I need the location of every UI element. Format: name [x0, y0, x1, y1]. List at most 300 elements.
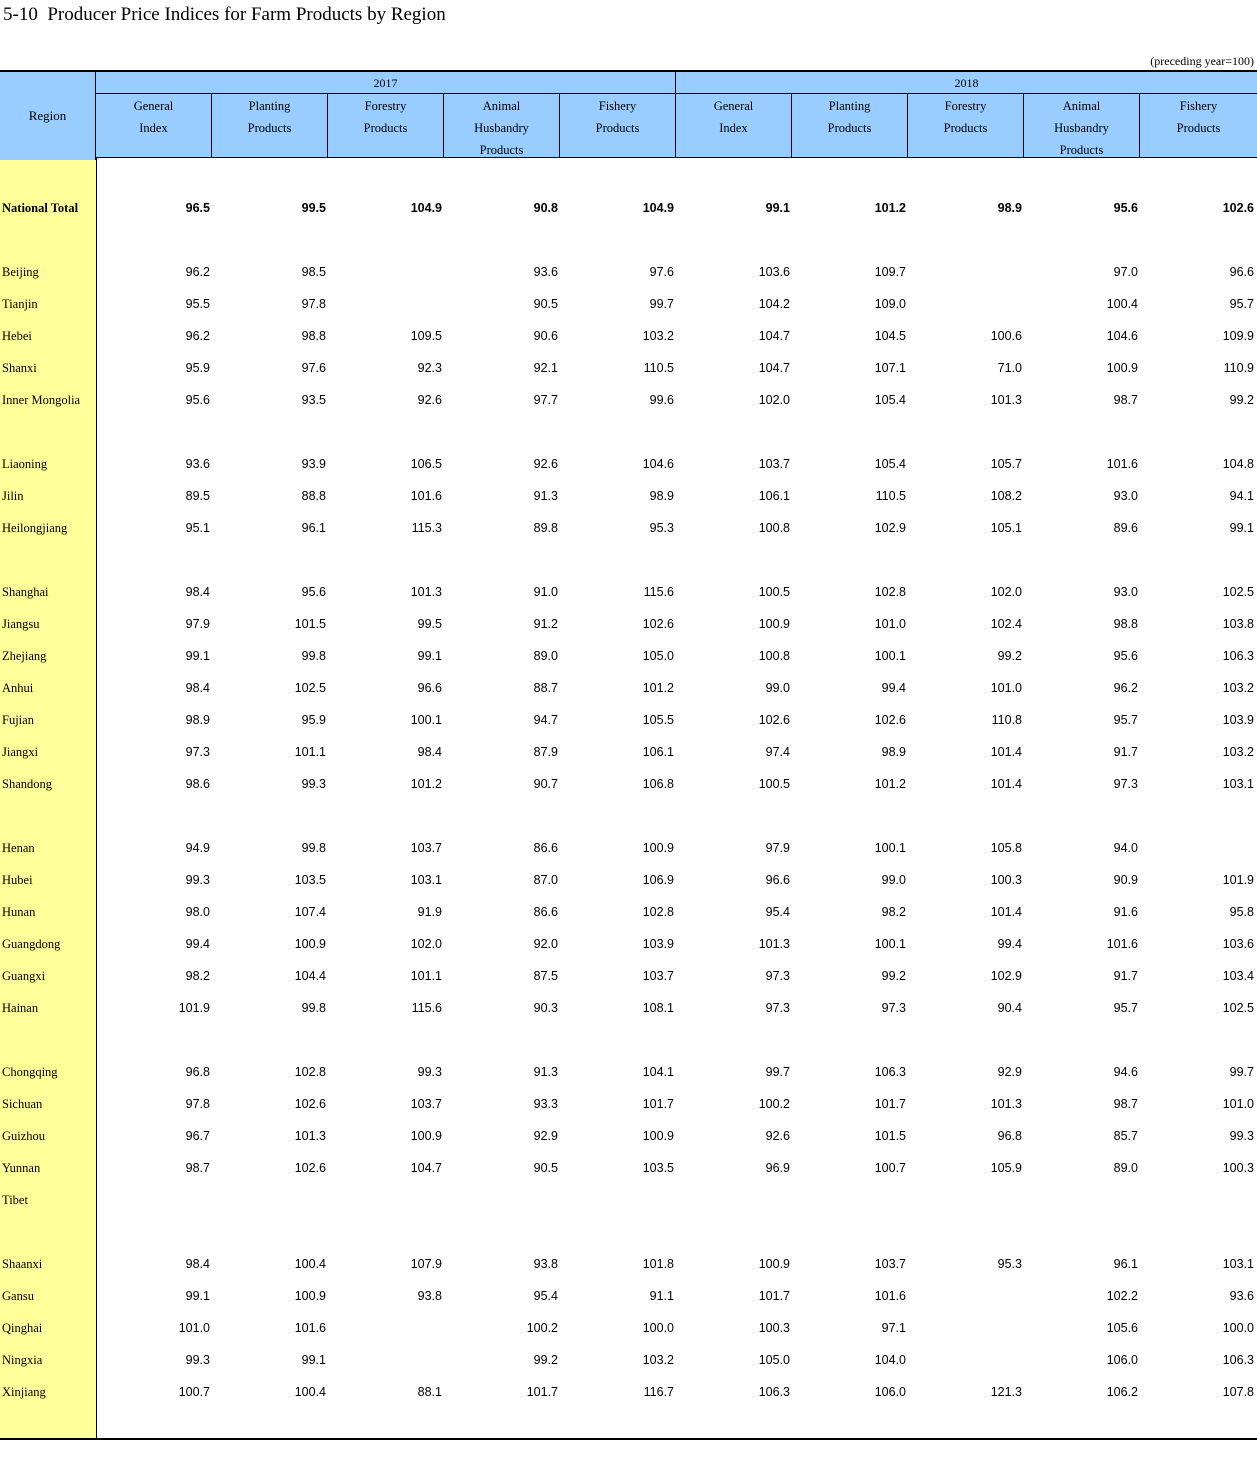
table-cell: 98.4 — [185, 1257, 210, 1271]
table-cell: 101.4 — [990, 745, 1022, 759]
table-cell: 88.8 — [301, 489, 326, 503]
table-cell: 91.1 — [649, 1289, 674, 1303]
table-cell: 104.6 — [1106, 329, 1138, 343]
table-cell: 93.6 — [533, 265, 558, 279]
table-row — [0, 640, 1257, 672]
table-cell: 101.3 — [410, 585, 442, 599]
table-row — [0, 512, 1257, 544]
table-row — [0, 480, 1257, 512]
column-header: General Index — [96, 94, 212, 158]
table-row — [0, 1376, 1257, 1408]
table-cell: 106.3 — [1222, 649, 1254, 663]
table-cell: 98.0 — [185, 905, 210, 919]
column-header: Planting Products — [212, 94, 328, 158]
region-name: Chongqing — [2, 1065, 58, 1079]
table-cell: 105.5 — [642, 713, 674, 727]
region-name: Gansu — [2, 1289, 34, 1303]
table-cell: 100.0 — [1222, 1321, 1254, 1335]
table-cell: 99.8 — [301, 841, 326, 855]
table-cell: 94.6 — [1113, 1065, 1138, 1079]
table-cell: 96.1 — [1113, 1257, 1138, 1271]
table-row — [0, 448, 1257, 480]
column-header: Animal Husbandry Products — [444, 94, 560, 158]
table-cell: 101.2 — [874, 777, 906, 791]
table-cell: 100.5 — [758, 777, 790, 791]
table-cell: 99.3 — [185, 873, 210, 887]
table-cell: 96.2 — [185, 265, 210, 279]
column-header: Animal Husbandry Products — [1024, 94, 1140, 158]
table-cell: 103.1 — [410, 873, 442, 887]
table-cell: 101.0 — [874, 617, 906, 631]
table-cell: 90.3 — [533, 1001, 558, 1015]
table-cell: 92.6 — [765, 1129, 790, 1143]
table-cell: 91.3 — [533, 1065, 558, 1079]
table-cell: 99.1 — [301, 1353, 326, 1367]
table-cell: 107.4 — [294, 905, 326, 919]
table-cell: 97.3 — [1113, 777, 1138, 791]
table-row — [0, 256, 1257, 288]
table-cell: 99.2 — [533, 1353, 558, 1367]
table-cell: 103.7 — [410, 1097, 442, 1111]
region-header: Region — [0, 72, 96, 160]
table-cell: 99.3 — [185, 1353, 210, 1367]
table-cell: 102.8 — [874, 585, 906, 599]
table-cell: 100.4 — [1106, 297, 1138, 311]
table-cell: 93.6 — [185, 457, 210, 471]
table-cell: 99.8 — [301, 1001, 326, 1015]
table-cell: 104.0 — [874, 1353, 906, 1367]
table-cell: 96.1 — [301, 521, 326, 535]
table-cell: 99.7 — [1229, 1065, 1254, 1079]
table-cell: 101.0 — [1222, 1097, 1254, 1111]
table-cell: 99.4 — [881, 681, 906, 695]
table-cell: 102.8 — [642, 905, 674, 919]
table-cell: 91.2 — [533, 617, 558, 631]
table-cell: 91.7 — [1113, 745, 1138, 759]
table-cell: 104.7 — [410, 1161, 442, 1175]
table-cell: 104.2 — [758, 297, 790, 311]
table-row — [0, 1312, 1257, 1344]
table-cell: 98.4 — [185, 681, 210, 695]
table-cell: 101.6 — [1106, 937, 1138, 951]
table-cell: 101.4 — [990, 905, 1022, 919]
table-cell: 98.6 — [185, 777, 210, 791]
table-cell: 97.8 — [301, 297, 326, 311]
table-cell: 91.7 — [1113, 969, 1138, 983]
table-row — [0, 352, 1257, 384]
table-cell: 92.6 — [533, 457, 558, 471]
year-header-2018: 2018 — [676, 72, 1257, 94]
region-name: Sichuan — [2, 1097, 43, 1111]
table-cell: 91.0 — [533, 585, 558, 599]
table-row — [0, 1280, 1257, 1312]
table-row — [0, 992, 1257, 1024]
table-cell: 102.6 — [642, 617, 674, 631]
table-cell: 106.5 — [410, 457, 442, 471]
table-cell: 85.7 — [1113, 1129, 1138, 1143]
table-cell: 103.9 — [642, 937, 674, 951]
table-cell: 102.5 — [294, 681, 326, 695]
table-cell: 94.9 — [185, 841, 210, 855]
table-cell: 104.5 — [874, 329, 906, 343]
table-row — [0, 896, 1257, 928]
table-cell: 96.2 — [185, 329, 210, 343]
region-name: Guizhou — [2, 1129, 46, 1143]
table-cell: 102.5 — [1222, 1001, 1254, 1015]
table-cell: 103.7 — [874, 1257, 906, 1271]
table-row — [0, 768, 1257, 800]
table-cell: 95.8 — [1229, 905, 1254, 919]
table-cell: 95.9 — [301, 713, 326, 727]
table-cell: 104.9 — [410, 201, 442, 215]
table-cell: 101.9 — [178, 1001, 210, 1015]
table-cell: 94.0 — [1113, 841, 1138, 855]
table-cell: 100.1 — [874, 649, 906, 663]
table-row — [0, 320, 1257, 352]
table-cell: 99.1 — [765, 201, 790, 215]
table-row — [0, 576, 1257, 608]
table-cell: 101.8 — [642, 1257, 674, 1271]
region-name: National Total — [2, 201, 79, 215]
table-cell: 100.2 — [758, 1097, 790, 1111]
table-cell: 102.6 — [874, 713, 906, 727]
table-cell: 99.5 — [417, 617, 442, 631]
table-cell: 107.8 — [1222, 1385, 1254, 1399]
table-cell: 102.0 — [990, 585, 1022, 599]
table-cell: 99.8 — [301, 649, 326, 663]
table-cell: 106.3 — [1222, 1353, 1254, 1367]
table-header — [0, 70, 1257, 158]
table-cell: 95.7 — [1229, 297, 1254, 311]
table-cell: 100.9 — [642, 841, 674, 855]
table-cell: 97.3 — [881, 1001, 906, 1015]
table-cell: 90.4 — [997, 1001, 1022, 1015]
table-cell: 95.5 — [185, 297, 210, 311]
table-cell: 106.3 — [874, 1065, 906, 1079]
table-cell: 110.8 — [991, 713, 1022, 727]
table-cell: 95.3 — [997, 1257, 1022, 1271]
region-name: Fujian — [2, 713, 34, 727]
table-cell: 103.8 — [1222, 617, 1254, 631]
table-cell: 106.8 — [642, 777, 674, 791]
table-cell: 103.6 — [1222, 937, 1254, 951]
table-cell: 91.9 — [417, 905, 442, 919]
table-cell: 107.9 — [410, 1257, 442, 1271]
table-cell: 105.7 — [990, 457, 1022, 471]
table-row — [0, 832, 1257, 864]
column-header: Fishery Products — [560, 94, 676, 158]
table-cell: 96.6 — [765, 873, 790, 887]
table-cell: 115.3 — [411, 521, 442, 535]
table-cell: 92.9 — [997, 1065, 1022, 1079]
table-cell: 97.9 — [765, 841, 790, 855]
region-name: Tianjin — [2, 297, 38, 311]
table-row — [0, 960, 1257, 992]
table-cell: 99.2 — [1229, 393, 1254, 407]
table-row — [0, 1088, 1257, 1120]
table-cell: 102.6 — [294, 1161, 326, 1175]
table-cell: 109.0 — [874, 297, 906, 311]
table-cell: 95.6 — [1113, 649, 1138, 663]
table-cell: 93.3 — [533, 1097, 558, 1111]
region-name: Hainan — [2, 1001, 39, 1015]
table-cell: 105.8 — [990, 841, 1022, 855]
table-cell: 101.2 — [642, 681, 674, 695]
table-cell: 98.4 — [417, 745, 442, 759]
table-cell: 95.1 — [185, 521, 210, 535]
table-cell: 99.3 — [301, 777, 326, 791]
table-cell: 100.8 — [758, 649, 790, 663]
region-name: Xinjiang — [2, 1385, 46, 1399]
table-row — [0, 1056, 1257, 1088]
region-name: Hebei — [2, 329, 32, 343]
table-cell: 103.2 — [642, 329, 674, 343]
table-cell: 90.5 — [533, 1161, 558, 1175]
table-cell: 102.9 — [874, 521, 906, 535]
table-cell: 100.8 — [758, 521, 790, 535]
table-cell: 104.7 — [758, 329, 790, 343]
region-name: Inner Mongolia — [2, 393, 81, 407]
table-cell: 95.9 — [185, 361, 210, 375]
table-cell: 100.6 — [990, 329, 1022, 343]
table-cell: 95.4 — [533, 1289, 558, 1303]
table-cell: 100.9 — [642, 1129, 674, 1143]
region-name: Zhejiang — [2, 649, 47, 663]
region-name: Beijing — [2, 265, 39, 279]
table-cell: 92.1 — [533, 361, 558, 375]
region-name: Jiangsu — [2, 617, 40, 631]
table-cell: 100.9 — [758, 617, 790, 631]
table-cell: 104.1 — [642, 1065, 674, 1079]
table-cell: 100.4 — [294, 1385, 326, 1399]
table-cell: 105.9 — [990, 1161, 1022, 1175]
table-row — [0, 288, 1257, 320]
table-row — [0, 192, 1257, 224]
table-cell: 98.8 — [1113, 617, 1138, 631]
table-cell: 97.3 — [765, 969, 790, 983]
table-cell: 105.6 — [1106, 1321, 1138, 1335]
region-name: Anhui — [2, 681, 34, 695]
table-cell: 102.4 — [990, 617, 1022, 631]
table-cell: 98.8 — [301, 329, 326, 343]
table-cell: 97.0 — [1113, 265, 1138, 279]
table-row — [0, 704, 1257, 736]
table-cell: 93.8 — [533, 1257, 558, 1271]
table-cell: 99.2 — [881, 969, 906, 983]
table-cell: 102.8 — [294, 1065, 326, 1079]
table-cell: 96.2 — [1113, 681, 1138, 695]
price-index-table — [0, 70, 1257, 1440]
table-cell: 101.6 — [410, 489, 442, 503]
table-cell: 97.6 — [301, 361, 326, 375]
table-cell: 102.2 — [1106, 1289, 1138, 1303]
table-cell: 103.1 — [1222, 1257, 1254, 1271]
table-cell: 101.1 — [410, 969, 442, 983]
table-cell: 95.6 — [185, 393, 210, 407]
table-cell: 90.6 — [533, 329, 558, 343]
table-cell: 103.5 — [294, 873, 326, 887]
table-cell: 99.7 — [649, 297, 674, 311]
table-cell: 100.3 — [990, 873, 1022, 887]
table-cell: 101.3 — [990, 393, 1022, 407]
table-cell: 100.1 — [410, 713, 442, 727]
table-cell: 88.1 — [417, 1385, 442, 1399]
table-cell: 90.8 — [533, 201, 558, 215]
table-cell: 98.9 — [881, 745, 906, 759]
table-cell: 101.6 — [294, 1321, 326, 1335]
table-cell: 87.0 — [533, 873, 558, 887]
table-cell: 94.7 — [533, 713, 558, 727]
table-row — [0, 1344, 1257, 1376]
table-cell: 103.9 — [1222, 713, 1254, 727]
region-name: Hubei — [2, 873, 33, 887]
table-cell: 101.9 — [1222, 873, 1254, 887]
table-cell: 97.1 — [881, 1321, 906, 1335]
table-cell: 87.5 — [533, 969, 558, 983]
table-row — [0, 736, 1257, 768]
table-cell: 98.9 — [185, 713, 210, 727]
table-cell: 101.6 — [874, 1289, 906, 1303]
table-cell: 101.7 — [642, 1097, 674, 1111]
table-cell: 106.1 — [758, 489, 790, 503]
table-cell: 90.5 — [533, 297, 558, 311]
table-cell: 103.2 — [1222, 745, 1254, 759]
table-row — [0, 384, 1257, 416]
column-header: Fishery Products — [1176, 99, 1221, 135]
table-cell: 100.1 — [874, 841, 906, 855]
table-cell: 105.4 — [874, 457, 906, 471]
table-cell: 101.0 — [990, 681, 1022, 695]
table-cell: 102.0 — [758, 393, 790, 407]
table-cell: 100.9 — [294, 937, 326, 951]
region-name: Henan — [2, 841, 35, 855]
table-cell: 92.9 — [533, 1129, 558, 1143]
table-cell: 101.3 — [294, 1129, 326, 1143]
table-cell: 100.0 — [642, 1321, 674, 1335]
table-cell: 101.3 — [990, 1097, 1022, 1111]
table-cell: 98.7 — [1113, 393, 1138, 407]
table-cell: 93.0 — [1113, 585, 1138, 599]
table-cell: 100.7 — [874, 1161, 906, 1175]
table-cell: 110.5 — [643, 361, 674, 375]
table-cell: 96.8 — [185, 1065, 210, 1079]
table-cell: 103.1 — [1222, 777, 1254, 791]
year-header-2017: 2017 — [96, 72, 676, 94]
table-cell: 104.7 — [758, 361, 790, 375]
table-cell: 101.2 — [410, 777, 442, 791]
region-name: Guangxi — [2, 969, 46, 983]
table-cell: 106.3 — [758, 1385, 790, 1399]
table-cell: 99.1 — [1229, 521, 1254, 535]
table-cell: 89.0 — [1113, 1161, 1138, 1175]
table-cell: 100.5 — [758, 585, 790, 599]
table-cell: 89.0 — [533, 649, 558, 663]
table-cell: 101.1 — [294, 745, 326, 759]
table-cell: 99.0 — [881, 873, 906, 887]
table-cell: 92.6 — [417, 393, 442, 407]
region-name: Shanghai — [2, 585, 49, 599]
table-cell: 95.7 — [1113, 713, 1138, 727]
table-cell: 100.9 — [758, 1257, 790, 1271]
table-cell: 97.3 — [185, 745, 210, 759]
table-cell: 97.7 — [533, 393, 558, 407]
table-cell: 98.2 — [881, 905, 906, 919]
table-cell: 99.1 — [185, 649, 210, 663]
table-cell: 105.1 — [990, 521, 1022, 535]
table-cell: 104.6 — [642, 457, 674, 471]
table-cell: 106.1 — [642, 745, 674, 759]
table-cell: 101.2 — [874, 201, 906, 215]
table-cell: 104.8 — [1222, 457, 1254, 471]
table-cell: 99.5 — [301, 201, 326, 215]
table-cell: 86.6 — [533, 905, 558, 919]
table-row — [0, 1184, 1257, 1216]
table-cell: 99.2 — [997, 649, 1022, 663]
region-name: Shandong — [2, 777, 52, 791]
table-cell: 95.6 — [301, 585, 326, 599]
table-cell: 71.0 — [997, 361, 1022, 375]
table-cell: 98.7 — [185, 1161, 210, 1175]
region-name: Shaanxi — [2, 1257, 43, 1271]
table-cell: 99.7 — [765, 1065, 790, 1079]
region-name: Liaoning — [2, 457, 48, 471]
table-cell: 110.9 — [1223, 361, 1254, 375]
table-cell: 92.0 — [533, 937, 558, 951]
table-cell: 100.9 — [410, 1129, 442, 1143]
table-cell: 101.6 — [1106, 457, 1138, 471]
table-cell: 100.3 — [1222, 1161, 1254, 1175]
table-cell: 102.6 — [758, 713, 790, 727]
table-cell: 103.2 — [1222, 681, 1254, 695]
table-cell: 110.5 — [875, 489, 906, 503]
table-cell: 100.9 — [1106, 361, 1138, 375]
table-cell: 89.8 — [533, 521, 558, 535]
table-cell: 108.2 — [990, 489, 1022, 503]
table-cell: 101.7 — [758, 1289, 790, 1303]
table-cell: 102.5 — [1222, 585, 1254, 599]
table-cell: 95.3 — [649, 521, 674, 535]
table-cell: 101.7 — [526, 1385, 558, 1399]
table-cell: 99.4 — [997, 937, 1022, 951]
region-name: Ningxia — [2, 1353, 43, 1367]
table-row — [0, 672, 1257, 704]
table-cell: 102.9 — [990, 969, 1022, 983]
table-cell: 99.1 — [417, 649, 442, 663]
table-cell: 101.4 — [990, 777, 1022, 791]
region-name: Qinghai — [2, 1321, 43, 1335]
table-cell: 104.9 — [642, 201, 674, 215]
table-cell: 103.7 — [642, 969, 674, 983]
table-bottom-rule — [0, 1438, 1257, 1440]
table-cell: 95.4 — [765, 905, 790, 919]
table-cell: 109.9 — [1222, 329, 1254, 343]
table-cell: 96.5 — [185, 201, 210, 215]
table-cell: 109.7 — [874, 265, 906, 279]
table-cell: 98.9 — [649, 489, 674, 503]
table-row — [0, 864, 1257, 896]
table-cell: 96.6 — [417, 681, 442, 695]
table-cell: 97.9 — [185, 617, 210, 631]
table-cell: 106.0 — [1106, 1353, 1138, 1367]
table-cell: 91.3 — [533, 489, 558, 503]
table-cell: 104.4 — [294, 969, 326, 983]
table-cell: 103.7 — [410, 841, 442, 855]
table-cell: 103.4 — [1222, 969, 1254, 983]
table-cell: 103.5 — [642, 1161, 674, 1175]
table-cell: 95.6 — [1113, 201, 1138, 215]
table-cell: 88.7 — [533, 681, 558, 695]
table-cell: 103.2 — [642, 1353, 674, 1367]
